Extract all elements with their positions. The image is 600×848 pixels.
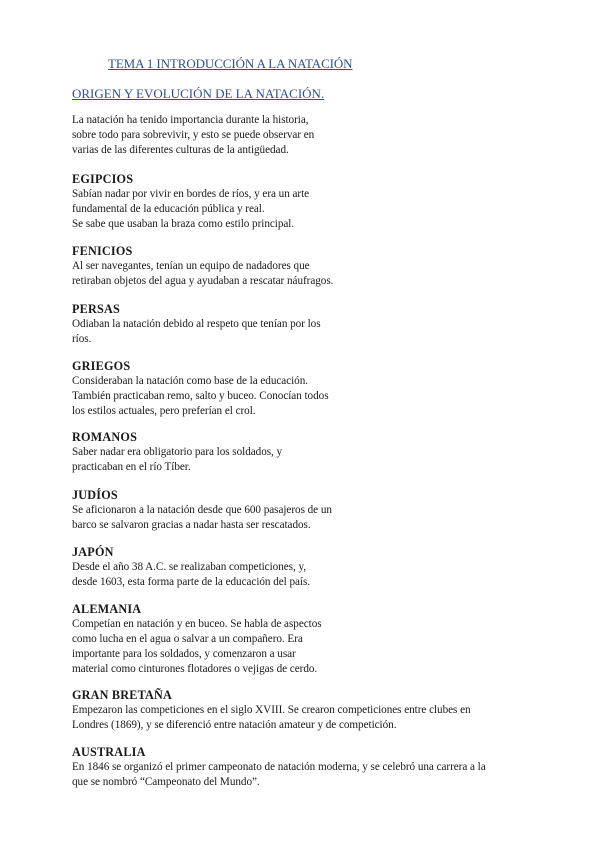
section-line: como lucha en el agua o salvar a un compañero. Era bbox=[72, 633, 303, 645]
section-line: los estilos actuales, pero preferían el crol. bbox=[72, 405, 256, 417]
section-persas bbox=[72, 302, 542, 347]
section-line: Londres (1869), y se diferenció entre natación amateur y de competición. bbox=[72, 719, 397, 731]
section-heading: FENICIOS bbox=[72, 244, 133, 258]
section-judios bbox=[72, 488, 542, 533]
section-line: Saber nadar era obligatorio para los soldados, y bbox=[72, 446, 283, 458]
document-subtitle: ORIGEN Y EVOLUCIÓN DE LA NATACIÓN. bbox=[72, 86, 325, 101]
section-egipcios bbox=[72, 172, 542, 232]
section-heading: GRIEGOS bbox=[72, 359, 131, 373]
section-heading: PERSAS bbox=[72, 302, 120, 316]
section-romanos bbox=[72, 430, 542, 475]
section-line: También practicaban remo, salto y buceo. Conocían todos bbox=[72, 390, 329, 402]
section-heading: EGIPCIOS bbox=[72, 172, 134, 186]
section-line: importante para los soldados, y comenzaron a usar bbox=[72, 648, 296, 660]
intro-line: varias de las diferentes culturas de la antigüedad. bbox=[72, 144, 289, 156]
section-line: que se nombró “Campeonato del Mundo”. bbox=[72, 776, 260, 788]
section-heading: ROMANOS bbox=[72, 430, 138, 444]
section-line: fundamental de la educación pública y real. bbox=[72, 203, 265, 215]
section-heading: GRAN BRETAÑA bbox=[72, 688, 173, 702]
section-line: practicaban en el río Tíber. bbox=[72, 461, 191, 473]
document-title: TEMA 1 INTRODUCCIÓN A LA NATACIÓN bbox=[108, 56, 353, 71]
section-fenicios bbox=[72, 244, 542, 289]
section-australia bbox=[72, 745, 542, 790]
section-line: desde 1603, esta forma parte de la educación del país. bbox=[72, 576, 311, 588]
section-line: Odiaban la natación debido al respeto que tenían por los bbox=[72, 318, 321, 330]
section-heading: AUSTRALIA bbox=[72, 745, 146, 759]
intro-line: La natación ha tenido importancia durante la historia, bbox=[72, 114, 309, 126]
intro-line: sobre todo para sobrevivir, y esto se puede observar en bbox=[72, 129, 315, 141]
section-line: Se sabe que usaban la braza como estilo principal. bbox=[72, 218, 295, 230]
section-griegos bbox=[72, 359, 542, 419]
section-gran-bretana bbox=[72, 688, 542, 733]
section-heading: JAPÓN bbox=[72, 545, 114, 559]
section-line: Consideraban la natación como base de la educación. bbox=[72, 375, 309, 387]
section-line: Competían en natación y en buceo. Se habla de aspectos bbox=[72, 618, 322, 630]
section-line: ríos. bbox=[72, 333, 92, 345]
section-line: Sabían nadar por vivir en bordes de ríos, y era un arte bbox=[72, 188, 310, 200]
section-line: Desde el año 38 A.C. se realizaban competiciones, y, bbox=[72, 561, 307, 573]
section-line: barco se salvaron gracias a nadar hasta ser rescatados. bbox=[72, 519, 311, 531]
section-line: Empezaron las competiciones en el siglo XVIII. Se crearon competiciones entre clubes en bbox=[72, 704, 471, 716]
section-alemania bbox=[72, 602, 542, 677]
section-line: retiraban objetos del agua y ayudaban a rescatar náufragos. bbox=[72, 275, 334, 287]
section-heading: JUDÍOS bbox=[72, 488, 118, 502]
section-line: material como cinturones flotadores o vejigas de cerdo. bbox=[72, 663, 318, 675]
section-line: Se aficionaron a la natación desde que 600 pasajeros de un bbox=[72, 504, 332, 516]
section-line: En 1846 se organizó el primer campeonato de natación moderna, y se celebró una carrera a la bbox=[72, 761, 486, 773]
intro-paragraph bbox=[72, 113, 492, 158]
section-heading: ALEMANIA bbox=[72, 602, 142, 616]
section-japon bbox=[72, 545, 542, 590]
section-line: Al ser navegantes, tenían un equipo de nadadores que bbox=[72, 260, 310, 272]
